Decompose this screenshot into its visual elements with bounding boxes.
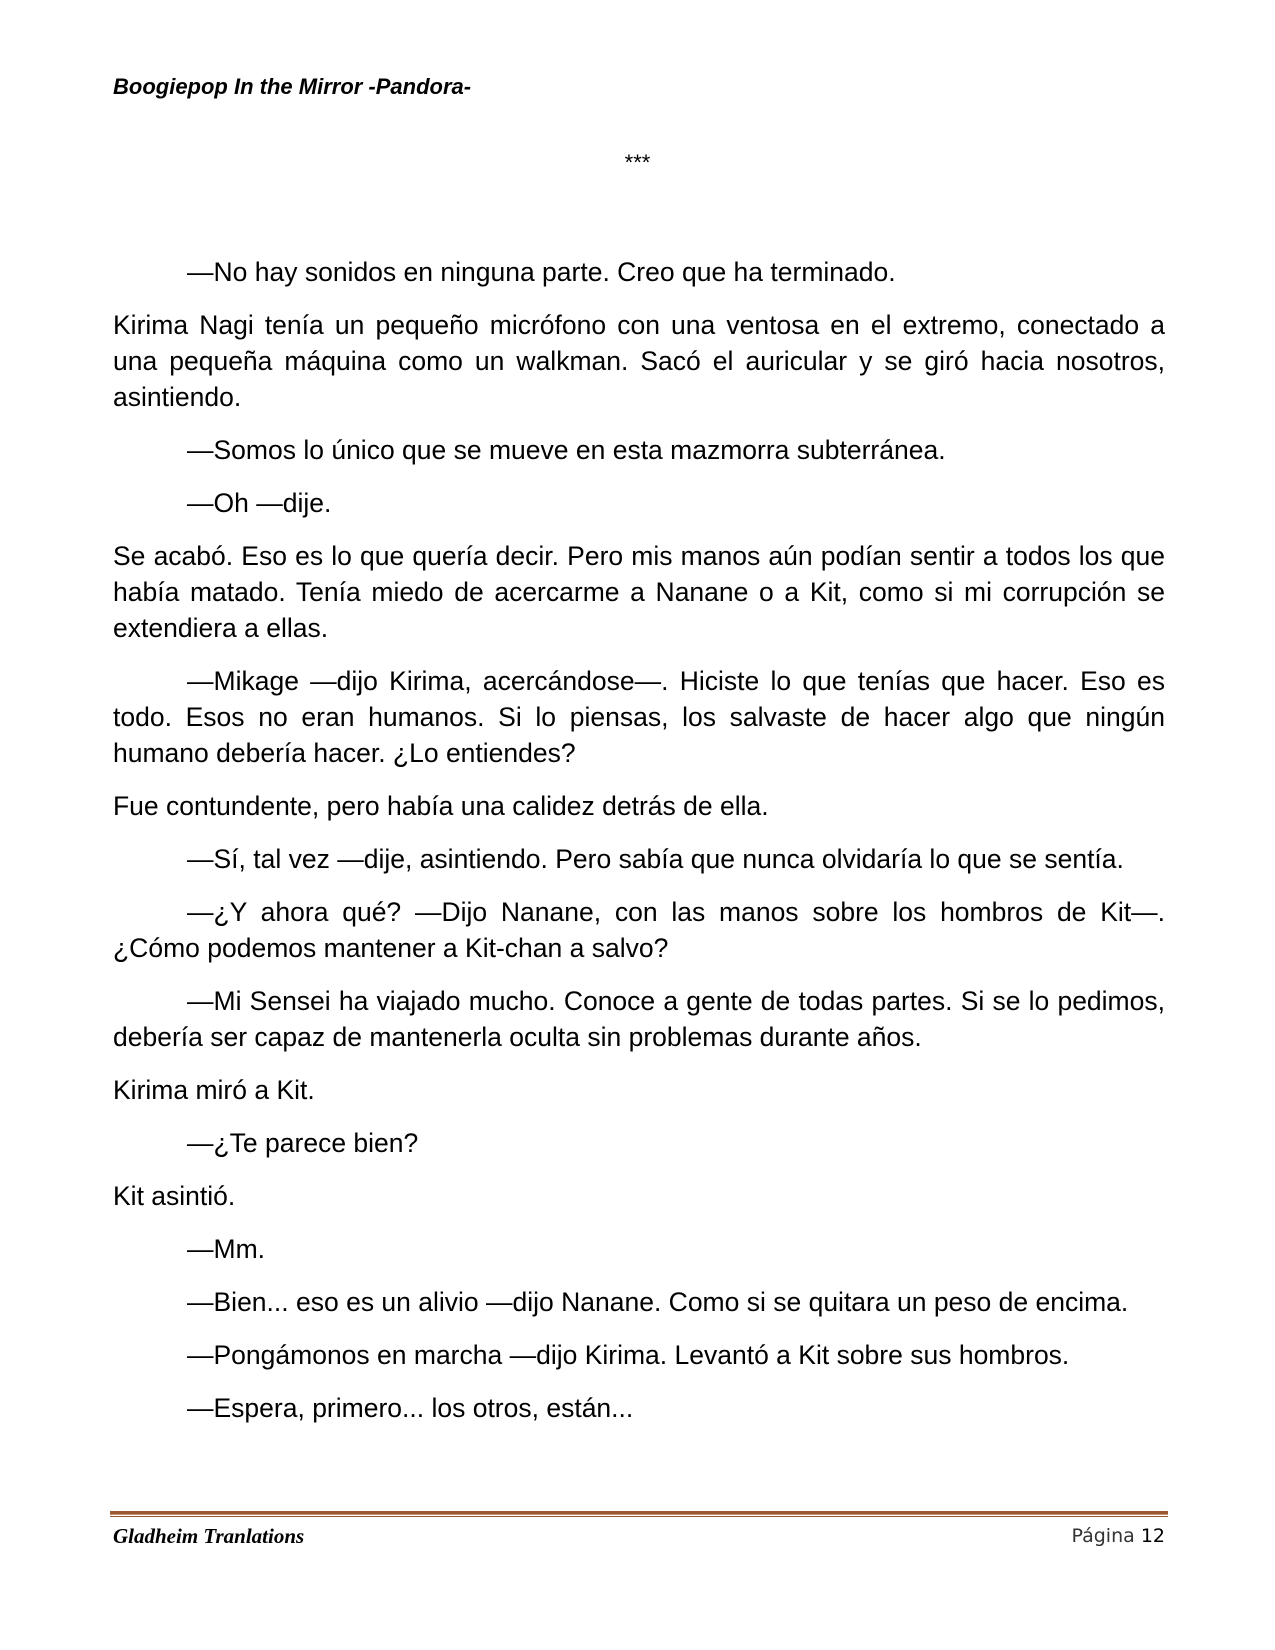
footer-rule — [110, 1511, 1168, 1517]
paragraph: —Sí, tal vez —dije, asintiendo. Pero sabía que nunca olvidaría lo que se sentía. — [187, 844, 1124, 874]
paragraph: —Mm. — [187, 1234, 266, 1264]
paragraph: —Pongámonos en marcha —dijo Kirima. Levantó a Kit sobre sus hombros. — [187, 1340, 1070, 1370]
scene-break: *** — [624, 150, 651, 175]
page-label: Página — [1071, 1525, 1135, 1547]
document-header-title: Boogiepop In the Mirror -Pandora- — [113, 74, 472, 99]
paragraph: —Mikage —dijo Kirima, acercándose—. Hiciste lo que tenías que hacer. Eso es todo. Esos no eran humanos. Si lo piensas, los salvaste de hacer algo que ningún humano debería hacer. ¿Lo entiendes? — [113, 666, 1165, 768]
footer-credit: Gladheim Tranlations — [113, 1524, 305, 1548]
paragraph: —Oh —dije. — [187, 488, 332, 518]
paragraph: Kirima Nagi tenía un pequeño micrófono con una ventosa en el extremo, conectado a una pequeña máquina como un walkman. Sacó el auricular y se giró hacia nosotros, asintiendo. — [113, 310, 1165, 412]
paragraph: —¿Y ahora qué? —Dijo Nanane, con las manos sobre los hombros de Kit—. ¿Cómo podemos mantener a Kit-chan a salvo? — [113, 897, 1165, 963]
paragraph: Se acabó. Eso es lo que quería decir. Pero mis manos aún podían sentir a todos los que había matado. Tenía miedo de acercarme a Nanane o a Kit, como si mi corrupción se extendiera a ellas. — [113, 541, 1165, 643]
paragraph: Fue contundente, pero había una calidez detrás de ella. — [113, 791, 769, 821]
page-number — [1071, 1522, 1165, 1550]
paragraph: —¿Te parece bien? — [187, 1128, 419, 1158]
page-number-value: 12 — [1140, 1525, 1165, 1547]
paragraph: Kit asintió. — [113, 1181, 236, 1211]
paragraph: Kirima miró a Kit. — [113, 1075, 315, 1105]
paragraph: —Mi Sensei ha viajado mucho. Conoce a gente de todas partes. Si se lo pedimos, debería ser capaz de mantenerla oculta sin problemas durante años. — [113, 986, 1165, 1052]
paragraph: —Bien... eso es un alivio —dijo Nanane. Como si se quitara un peso de encima. — [187, 1287, 1129, 1317]
paragraph: —Espera, primero... los otros, están... — [187, 1393, 634, 1423]
paragraph: —Somos lo único que se mueve en esta mazmorra subterránea. — [187, 435, 946, 465]
body-text — [113, 254, 1165, 1443]
paragraph: —No hay sonidos en ninguna parte. Creo que ha terminado. — [187, 257, 896, 287]
